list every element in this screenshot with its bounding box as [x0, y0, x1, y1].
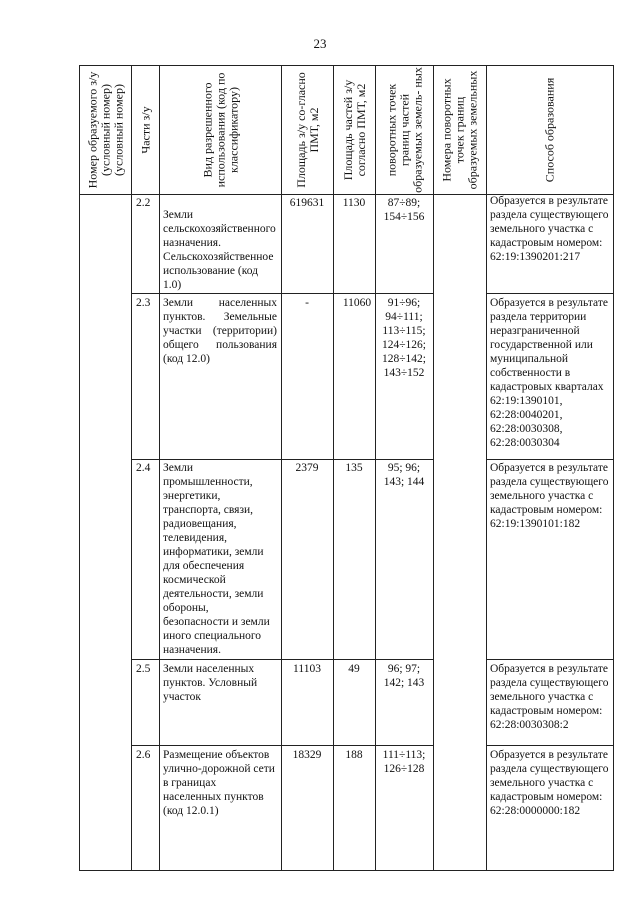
cell-permitted-use: Земли сельскохозяйственного назначения. Сельскохозяйственное использование (код 1.0) — [163, 209, 276, 291]
header-parcel-number: Номер образуемого з/у (условный номер) (условный номер) — [85, 71, 125, 189]
cell-part-number: 2.5 — [136, 663, 151, 675]
cell-part-area: 11060 — [342, 297, 372, 309]
header-permitted-use: Вид разрешенного использования (код по классификатору) — [200, 72, 240, 188]
cell-permitted-use: Земли населенных пунктов. Условный участок — [163, 663, 258, 703]
cell-points: 87÷89; 154÷156 — [383, 197, 425, 223]
cell-part-number: 2.3 — [136, 297, 151, 309]
cell-formation-method: Образуется в результате раздела существующего земельного участка с кадастровым номером: 62:19:1390201:217 — [490, 195, 609, 263]
cell-area: 2379 — [295, 462, 319, 474]
cell-permitted-use: Земли населенных пунктов. Земельные участки (территории) общего пользования (код 12.0) — [163, 297, 277, 365]
header-part-area: Площадь частей з/у согласно ПМТ, м2 — [340, 79, 368, 181]
cell-area: 619631 — [289, 197, 325, 209]
cell-area: - — [305, 297, 309, 309]
cell-permitted-use: Размещение объектов улично-дорожной сети в границах населенных пунктов (код 12.0.1) — [163, 749, 275, 817]
cell-area: 11103 — [293, 663, 321, 675]
cell-points: 91÷96; 94÷111; 113÷115; 124÷126; 128÷142; 143÷152 — [381, 297, 426, 379]
row-divider — [131, 459, 433, 460]
cell-points: 111÷113; 126÷128 — [382, 749, 426, 775]
cell-formation-method: Образуется в результате раздела существующего земельного участка с кадастровым номером: 62:28:0030308:2 — [490, 663, 609, 731]
cell-formation-method: Образуется в результате раздела существующего земельного участка с кадастровым номером: 62:19:1390101:182 — [490, 462, 609, 530]
land-parcel-table — [79, 65, 614, 871]
table-border-right — [613, 65, 614, 871]
cell-area: 18329 — [292, 749, 322, 761]
row-divider — [131, 659, 433, 660]
cell-formation-method: Образуется в результате раздела территории неразграниченной государственной или муниципальной собственности в кадастровых кварталах 62:19:1390101, 62:28:0040201, 62:28:0030308, 62:28:0030304 — [490, 297, 608, 449]
header-area: Площадь з/у со-гласно ПМТ, м2 — [293, 72, 321, 188]
cell-part-area: 188 — [345, 749, 363, 761]
header-formation-method: Способ образования — [542, 77, 557, 183]
cell-formation-method: Образуется в результате раздела существующего земельного участка с кадастровым номером: 62:28:0000000:182 — [490, 749, 609, 817]
header-part-points: поворотных точек границ частей образуемых земель- ных — [384, 67, 424, 193]
cell-permitted-use: Земли промышленности, энергетики, транспорта, связи, радиовещания, телевидения, информатики, земли для обеспечения космической деятельности, земли обороны, безопасности и земли иного специального назначения. — [163, 462, 270, 656]
row-divider — [486, 745, 614, 746]
page-number: 23 — [313, 36, 327, 51]
header-boundary-points: Номера поворотных точек границ образуемых земельных — [439, 70, 480, 190]
cell-part-area: 49 — [348, 663, 360, 675]
cell-part-number: 2.6 — [136, 749, 151, 761]
cell-points: 95; 96; 143; 144 — [383, 462, 425, 488]
row-divider — [486, 659, 614, 660]
cell-points: 96; 97; 142; 143 — [383, 663, 425, 689]
row-divider — [486, 293, 614, 294]
row-divider — [486, 459, 614, 460]
header-parts: Части з/у — [138, 106, 152, 154]
row-divider — [131, 293, 433, 294]
row-divider — [131, 745, 433, 746]
cell-part-area: 1130 — [342, 197, 366, 209]
cell-part-area: 135 — [345, 462, 363, 474]
cell-part-number: 2.4 — [136, 462, 151, 474]
cell-part-number: 2.2 — [136, 197, 151, 209]
